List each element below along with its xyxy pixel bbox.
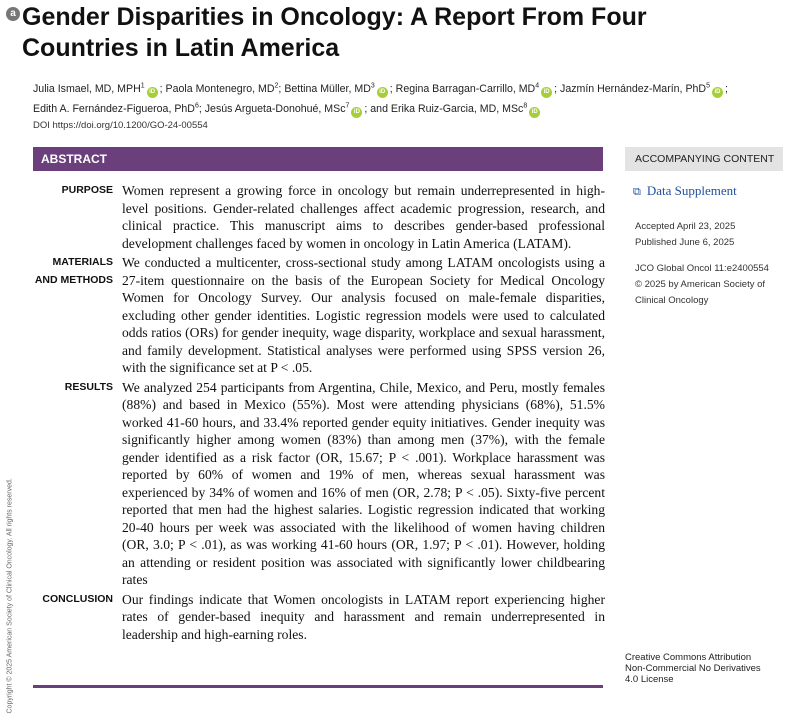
data-supplement-label: Data Supplement <box>646 183 737 198</box>
author-affiliation-number: 3 <box>370 82 375 89</box>
section-label <box>33 254 122 377</box>
author <box>560 83 728 95</box>
license-line-2: Non-Commercial No Derivatives <box>625 663 761 674</box>
license-line-1: Creative Commons Attribution <box>625 652 752 663</box>
author-name: Jesús Argueta-Donohué, MSc <box>204 103 346 116</box>
author-separator: ; <box>554 82 558 95</box>
abstract-section <box>33 591 605 644</box>
license-line-3: 4.0 License <box>625 674 674 685</box>
section-label-line: CONCLUSION <box>42 592 113 605</box>
abstract-sections <box>33 182 605 645</box>
copyright-line-2: Clinical Oncology <box>635 295 709 306</box>
author <box>396 83 557 95</box>
author-name: Erika Ruiz-Garcia, MD, MSc <box>390 103 524 116</box>
orcid-icon[interactable]: iD <box>351 107 362 118</box>
author-separator: ; <box>278 82 282 95</box>
section-label <box>33 591 122 644</box>
author-affiliation-number: 2 <box>274 82 279 89</box>
side-copyright-text: Copyright © 2025 American Society of Clinical Oncology. All rights reserved. <box>6 478 14 714</box>
author-name: Edith A. Fernández-Figueroa, PhD <box>33 103 195 116</box>
accompanying-content-heading: ACCOMPANYING CONTENT <box>625 147 783 171</box>
author <box>391 103 542 115</box>
section-text: Women represent a growing force in oncology but remain underrepresented in high-level positions. Gender-related challenges affect academic progression, research, and clinical practice. This manuscript aims to describes gender-based professional development challenges faced by women in oncology in Latin America (LATAM). <box>122 183 605 251</box>
author-name: Regina Barragan-Carrillo, MD <box>395 82 536 95</box>
orcid-icon[interactable]: iD <box>147 87 158 98</box>
author-affiliation-number: 8 <box>523 102 528 110</box>
abstract-section <box>33 379 605 589</box>
abstract-bottom-rule <box>33 685 603 688</box>
doi-link[interactable]: DOI https://doi.org/10.1200/GO-24-00554 <box>33 120 208 131</box>
section-label-line: RESULTS <box>64 380 113 393</box>
section-label-line: AND METHODS <box>34 273 113 286</box>
author <box>33 103 202 115</box>
author <box>284 83 392 95</box>
published-date: Published June 6, 2025 <box>635 237 735 248</box>
author-separator: ; <box>159 82 163 95</box>
section-label <box>33 182 122 252</box>
external-link-icon: ⧉ <box>633 186 641 198</box>
author-affiliation-number: 1 <box>140 82 145 89</box>
orcid-icon[interactable]: iD <box>529 107 540 118</box>
author-name: Paola Montenegro, MD <box>165 82 275 95</box>
publication-dates <box>635 219 783 251</box>
open-access-icon: a <box>6 7 20 21</box>
section-label <box>33 379 122 589</box>
abstract-section <box>33 254 605 377</box>
section-text: Our findings indicate that Women oncologists in LATAM report experiencing higher rates of gender-based inequity and harassment and remain underrepresented in leadership and high-earning roles. <box>122 591 605 642</box>
abstract-section <box>33 182 605 252</box>
article-title: Gender Disparities in Oncology: A Report From Four Countries in Latin America <box>22 3 647 62</box>
sidebar <box>625 147 783 309</box>
journal-info <box>635 261 783 309</box>
abstract-heading: ABSTRACT <box>33 147 603 171</box>
section-text: We conducted a multicenter, cross-sectional study among LATAM oncologists using a 27-item questionnaire on the basis of the European Society for Medical Oncology Women for Oncology Survey. Our analysis focused on male-female disparities, excluding other gender identities. Logistic regression models were used to calculated odds ratios (ORs) for gender inequity, wage disparity, workplace and sexual harassment, and family development. Statistical analyses were performed using SPSS version 26, with the significance set at P < .05. <box>122 255 605 375</box>
author-separator: ; <box>389 82 393 95</box>
author-list <box>33 77 793 118</box>
author-affiliation-number: 5 <box>706 82 710 89</box>
orcid-icon[interactable]: iD <box>377 87 388 98</box>
author-affiliation-number: 4 <box>535 82 540 89</box>
author-name: Jazmín Hernández-Marín, PhD <box>560 82 707 95</box>
accepted-date: Accepted April 23, 2025 <box>635 221 736 232</box>
journal-citation: JCO Global Oncol 11:e2400554 <box>635 263 769 274</box>
author-separator: ; and <box>364 103 388 116</box>
author-affiliation-number: 7 <box>345 102 350 110</box>
author-separator: ; <box>198 103 202 116</box>
author <box>33 83 163 95</box>
orcid-icon[interactable]: iD <box>541 87 552 98</box>
data-supplement-link[interactable] <box>633 183 783 199</box>
author <box>166 83 282 95</box>
author-name: Bettina Müller, MD <box>284 82 371 95</box>
section-label-line: MATERIALS <box>52 256 113 268</box>
section-text: We analyzed 254 participants from Argentina, Chile, Mexico, and Peru, mostly females (88%) and based in Mexico (55%). Most were attending physicians (68%), 51.5% worked 41-60 hours, and 33.4% reported gender equity initiatives. Gender inequity was significantly higher among women (83%) than among men (37%), with the female gender identified as a risk factor (OR, 15.67; P < .001). Workplace harassment was reported by 60% of women and 19% of men, whereas sexual harassment was experienced by 34% of women and 16% of men (OR, 2.78; P < .05). Sixty-five percent reported that men had the highest salaries. Logistic regression indicated that working 20-40 hours per week was associated with the likelihood of women having children (OR, 3.0; P < .01), as was working 41-60 hours (OR, 1.97; P < .01). However, holding an attending or resident position was associated with significantly lower childbearing rates <box>122 379 605 587</box>
author <box>205 103 388 115</box>
section-label-line: PURPOSE <box>61 184 113 196</box>
author-name: Julia Ismael, MD, MPH <box>33 82 141 95</box>
license-text[interactable] <box>625 652 795 685</box>
orcid-icon[interactable]: iD <box>712 87 723 98</box>
copyright-line-1: © 2025 by American Society of <box>635 279 766 290</box>
author-separator: ; <box>724 82 728 95</box>
author-affiliation-number: 6 <box>194 102 199 110</box>
